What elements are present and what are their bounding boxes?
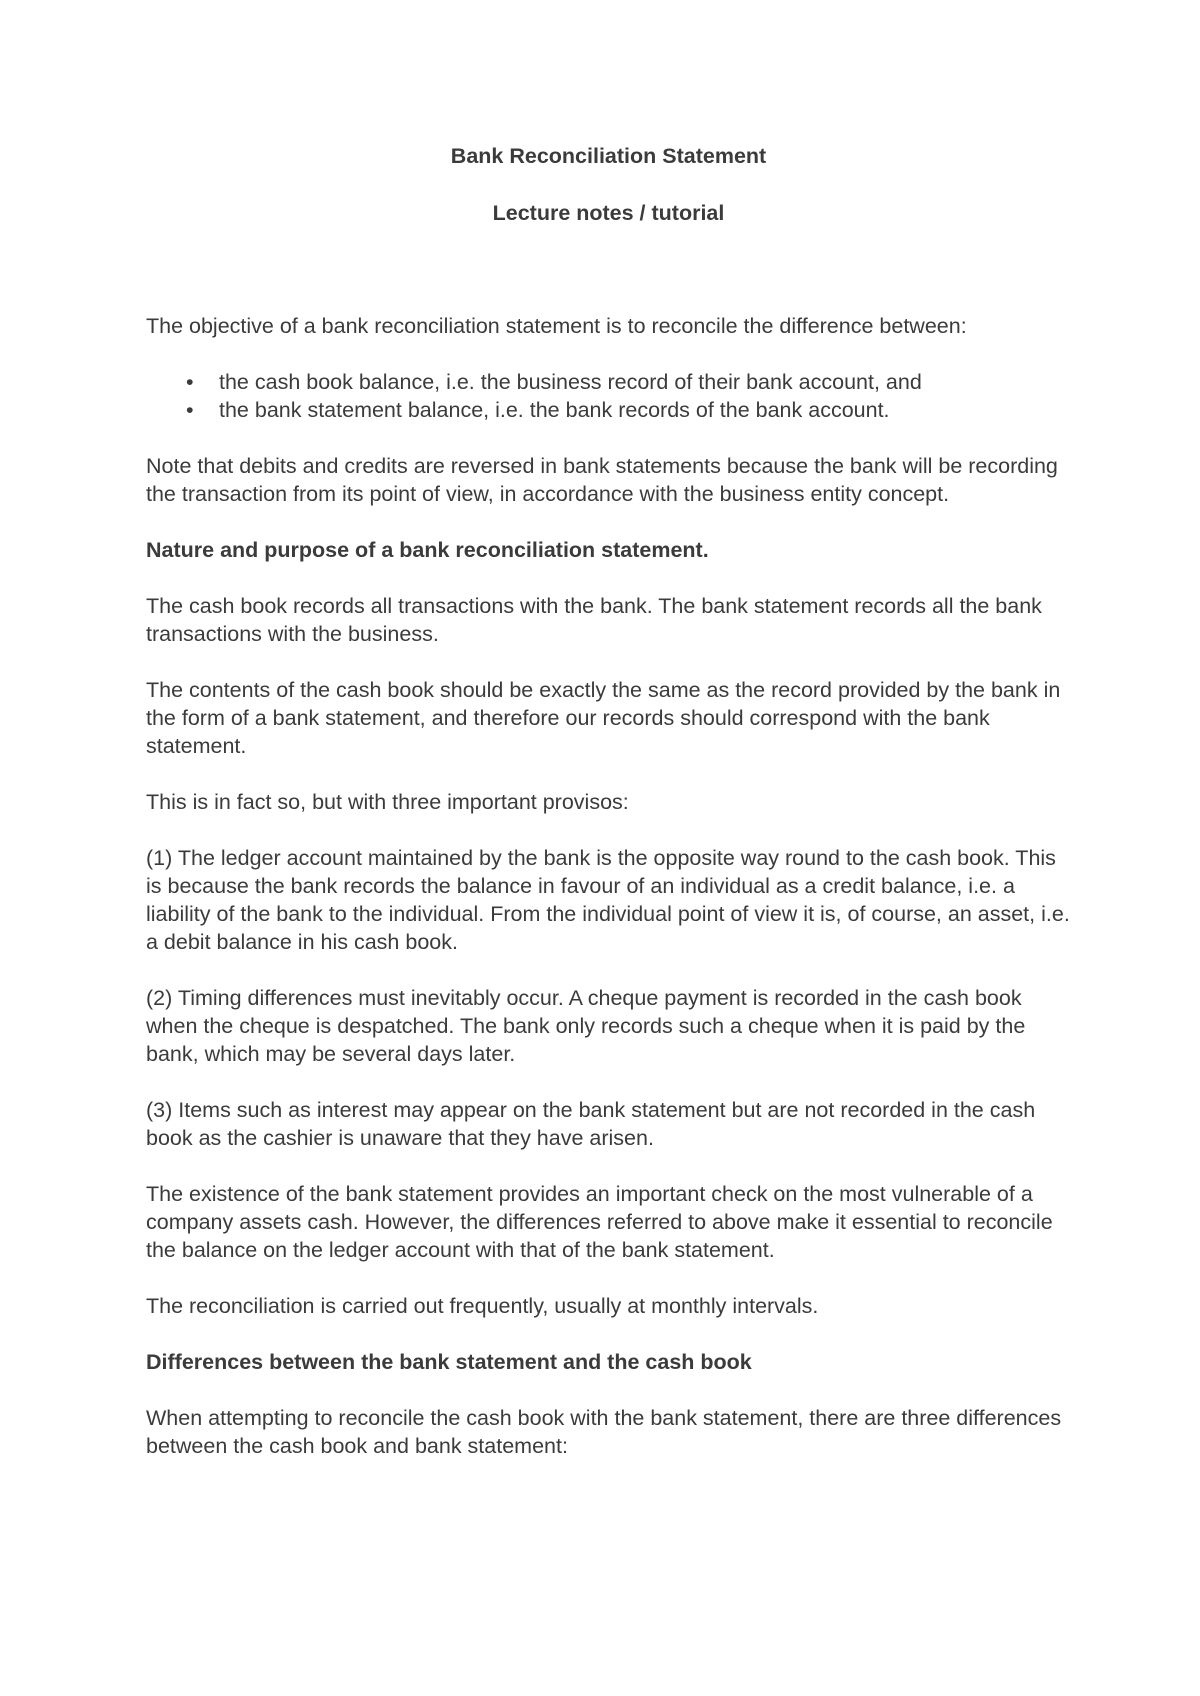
intro-paragraph: The objective of a bank reconciliation statement is to reconcile the difference between: [146,314,967,338]
document-body [146,142,1071,1488]
bullet-icon: • [186,398,194,422]
paragraph-existence-of-statement: The existence of the bank statement provides an important check on the most vulnerable of a company assets cash. However, the differences referred to above make it essential to reconcile the balance on the ledger account with that of the bank statement. [146,1182,1053,1262]
note-paragraph: Note that debits and credits are reversed in bank statements because the bank will be recording the transaction from its point of view, in accordance with the business entity concept. [146,454,1058,506]
paragraph-provisos-intro: This is in fact so, but with three important provisos: [146,790,629,814]
bullet-list [146,368,1071,424]
list-item-text: the bank statement balance, i.e. the bank records of the bank account. [219,398,890,422]
paragraph-cash-book-records: The cash book records all transactions with the bank. The bank statement records all the bank transactions with the business. [146,594,1042,646]
section-heading-nature-purpose: Nature and purpose of a bank reconciliation statement. [146,538,709,562]
paragraph-proviso-1: (1) The ledger account maintained by the bank is the opposite way round to the cash book. This is because the bank records the balance in favour of an individual as a credit balance, i.e. a liability of the bank to the individual. From the individual point of view it is, of course, an asset, i.e. a debit balance in his cash book. [146,846,1070,954]
list-item [146,368,1071,396]
paragraph-proviso-3: (3) Items such as interest may appear on the bank statement but are not recorded in the cash book as the cashier is unaware that they have arisen. [146,1098,1036,1150]
paragraph-contents-of-cash-book: The contents of the cash book should be exactly the same as the record provided by the bank in the form of a bank statement, and therefore our records should correspond with the bank statement. [146,678,1061,758]
document-subtitle: Lecture notes / tutorial [492,201,725,225]
paragraph-proviso-2: (2) Timing differences must inevitably occur. A cheque payment is recorded in the cash book when the cheque is despatched. The bank only records such a cheque when it is paid by the bank, which may be several days later. [146,986,1026,1066]
paragraph-reconciliation-frequency: The reconciliation is carried out frequently, usually at monthly intervals. [146,1294,819,1318]
section-heading-differences: Differences between the bank statement and the cash book [146,1350,752,1374]
list-item-text: the cash book balance, i.e. the business record of their bank account, and [219,370,922,394]
bullet-icon: • [186,370,194,394]
paragraph-differences-intro: When attempting to reconcile the cash book with the bank statement, there are three differences between the cash book and bank statement: [146,1406,1062,1458]
document-title: Bank Reconciliation Statement [450,144,767,168]
list-item [146,396,1071,424]
